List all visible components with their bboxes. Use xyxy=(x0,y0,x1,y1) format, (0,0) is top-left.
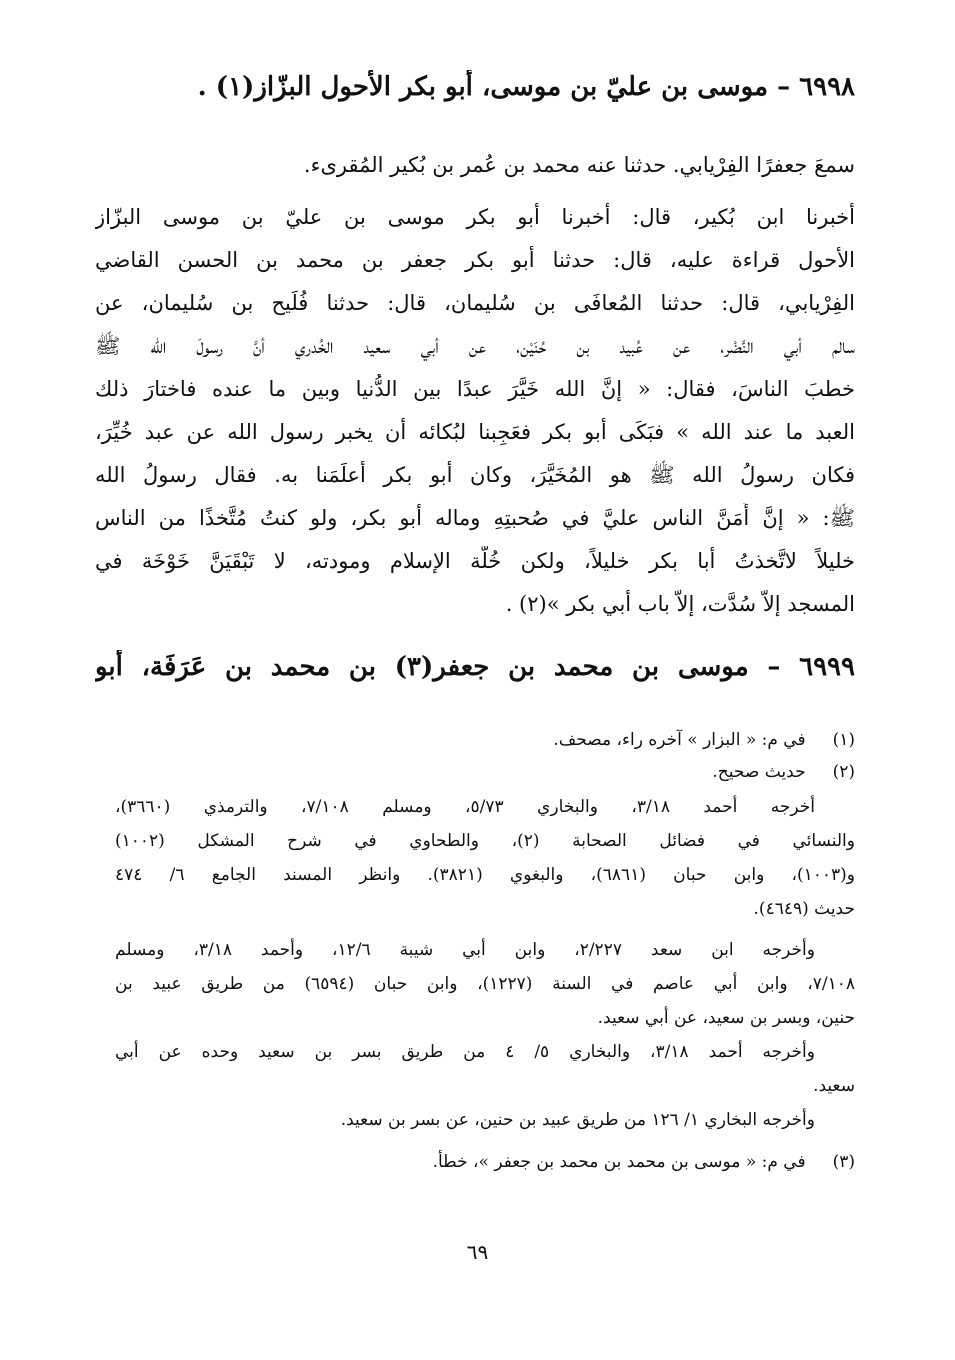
entry-heading-6999: ٦٩٩٩ – موسى بن محمد بن جعفر(٣) بن محمد بن عَرَفَة، أبو xyxy=(95,652,855,682)
footnote-2-line: وأخرجه ابن سعد ٢/٢٢٧، وابن أبي شيبة ١٢/٦، وأحمد ٣/١٨، ومسلم xyxy=(115,940,815,960)
footnote-2-line: وأخرجه البخاري ١/ ١٢٦ من طريق عبيد بن حنين، عن بسر بن سعيد. xyxy=(340,1110,815,1130)
footnote-2-line: حديث (٤٦٤٩). xyxy=(753,899,855,919)
footnote-2-line: أخرجه أحمد ٣/١٨، والبخاري ٥/٧٣، ومسلم ٧/١٠٨، والترمذي (٣٦٦٠)، xyxy=(115,797,815,817)
footnote-text: في م: « موسى بن محمد بن محمد بن جعفر »، خطأ. xyxy=(432,1152,806,1172)
footnote-2-line: حنين، وبسر بن سعيد، عن أبي سعيد. xyxy=(597,1008,855,1028)
narration-line: الأحول قراءة عليه، قال: حدثنا أبو بكر جعفر بن محمد بن الحسن القاضي xyxy=(95,248,855,272)
entry-intro: سمعَ جعفرًا الفِرْيابي. حدثنا عنه محمد بن عُمر بن بُكير المُقرىء. xyxy=(303,153,855,177)
narration-line: سالم أبي النَّضْر، عن عُبيد بن حُنَيْن، عن أبي سعيد الخُدري أنَّ رسولَ الله ﷺ xyxy=(95,334,855,358)
footnote-number: (٣) xyxy=(832,1152,855,1172)
footnote-text: حديث صحيح. xyxy=(712,762,806,782)
footnote-2-line: و(١٠٠٣)، وابن حبان (٦٨٦١)، والبغوي (٣٨٢١). وانظر المسند الجامع ٦/ ٤٧٤ xyxy=(115,865,855,885)
footnote-3 xyxy=(95,1150,855,1174)
narration-line: خطبَ الناسَ، فقال: « إنَّ الله خَيَّرَ عبدًا بين الدُّنيا وبين ما عنده فاختارَ ذلك xyxy=(95,377,855,401)
narration-line: الفِرْيابي، قال: حدثنا المُعافَى بن سُليمان، قال: حدثنا فُلَيح بن سُليمان، عن xyxy=(95,291,855,315)
footnote-2 xyxy=(95,760,855,784)
narration-line: خليلاً لاتَّخذتُ أبا بكر خليلاً، ولكن خُلَّة الإسلام ومودته، لا تَبْقَيَنَّ خَوْخَة في xyxy=(95,549,855,573)
footnote-2-line: ٧/١٠٨، وابن أبي عاصم في السنة (١٢٢٧)، وابن حبان (٦٥٩٤) من طريق عبيد بن xyxy=(115,974,855,994)
footnote-2-line: سعيد. xyxy=(813,1076,855,1096)
narration-line: فكان رسولُ الله ﷺ هو المُخَيَّرَ، وكان أبو بكر أعلَمَنا به. فقال رسولُ الله xyxy=(95,463,855,487)
footnote-1 xyxy=(95,728,855,752)
footnote-2-line: وأخرجه أحمد ٣/١٨، والبخاري ٥/ ٤ من طريق بسر بن سعيد وحده عن أبي xyxy=(115,1042,815,1062)
narration-line: المسجد إلاّ سُدَّت، إلاّ باب أبي بكر »(٢) . xyxy=(505,592,855,616)
footnote-2-line: والنسائي في فضائل الصحابة (٢)، والطحاوي في شرح المشكل (١٠٠٢) xyxy=(115,831,855,851)
narration-line: العبد ما عند الله » فبَكَى أبو بكر فعَجِبنا لبُكائه أن يخبر رسول الله عن عبد خُيِّرَ، xyxy=(95,420,855,444)
footnote-number: (٢) xyxy=(832,762,855,782)
footnote-number: (١) xyxy=(832,730,855,750)
page-number: ٦٩ xyxy=(466,1240,489,1264)
entry-heading-6998: ٦٩٩٨ – موسى بن عليّ بن موسى، أبو بكر الأحول البزّاز(١) . xyxy=(197,72,855,102)
footnote-text: في م: « البزار » آخره راء، مصحف. xyxy=(553,730,806,750)
narration-line: أخبرنا ابن بُكير، قال: أخبرنا أبو بكر موسى بن عليّ بن موسى البزّاز xyxy=(95,205,855,229)
narration-line: ﷺ: « إنَّ أَمَنَّ الناس عليَّ في صُحبتِهِ وماله أبو بكر، ولو كنتُ مُتَّخذًا من الناس xyxy=(95,506,855,530)
